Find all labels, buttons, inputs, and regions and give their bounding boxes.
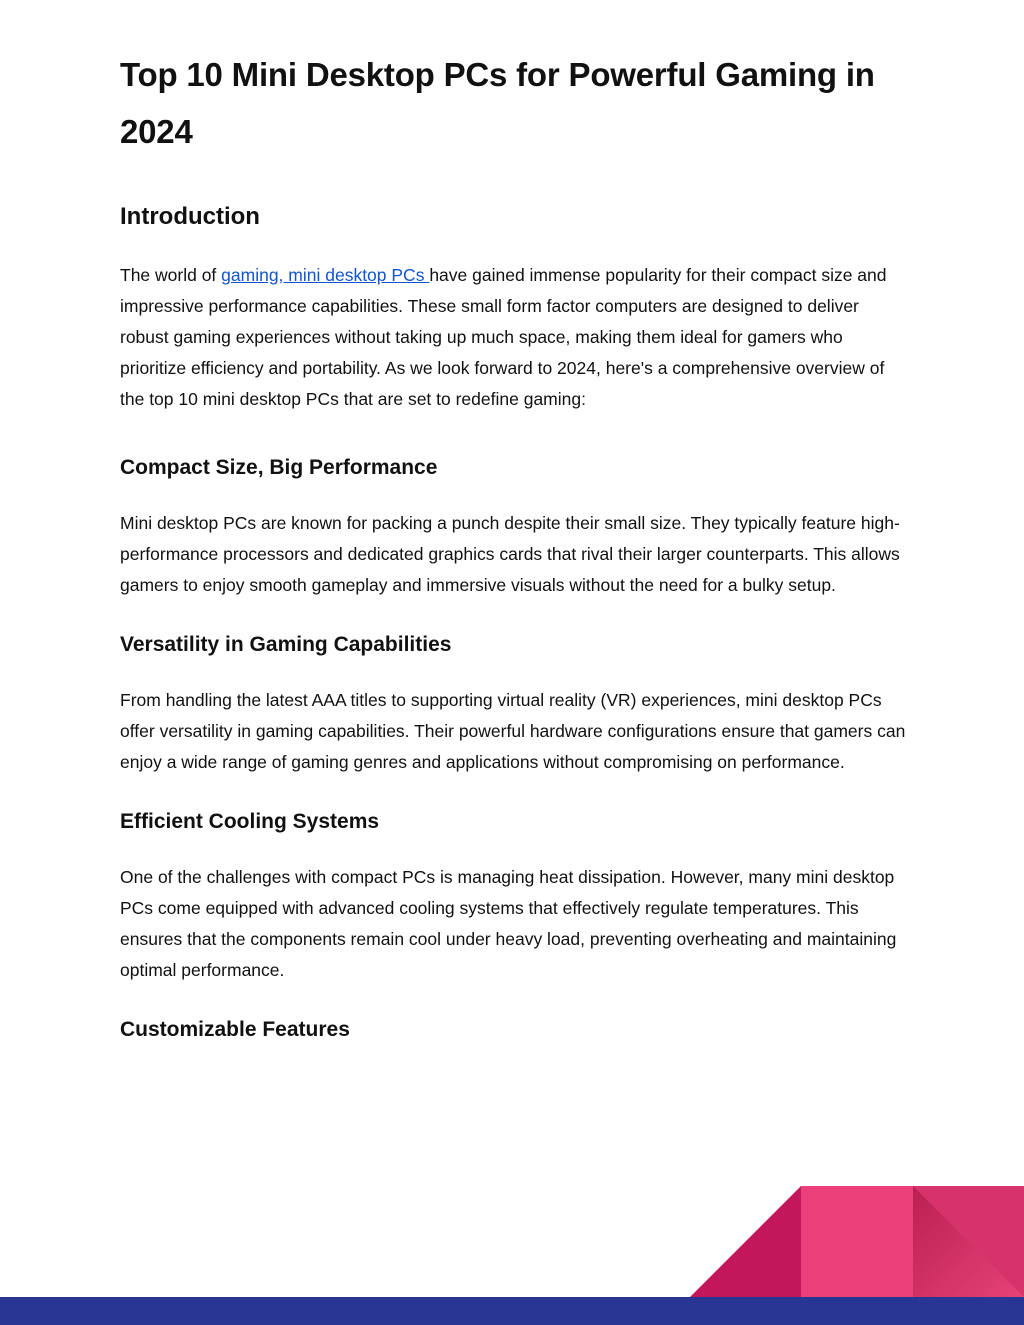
section-heading-customizable: Customizable Features bbox=[120, 1018, 350, 1041]
footer-bar bbox=[0, 1297, 1024, 1325]
document-title: Top 10 Mini Desktop PCs for Powerful Gaming in 2024 bbox=[120, 56, 875, 150]
section-paragraph-versatility: From handling the latest AAA titles to supporting virtual reality (VR) experiences, mini desktop PCs offer versatility in gaming capabilities. Their powerful hardware configurations ensure that gamers can enjoy a wide range of gaming genres and applications without compromising on performance. bbox=[120, 690, 906, 772]
gaming-mini-desktop-pcs-link[interactable]: gaming, mini desktop PCs bbox=[221, 265, 430, 285]
section-heading-compact-size: Compact Size, Big Performance bbox=[120, 456, 438, 479]
introduction-heading: Introduction bbox=[120, 203, 260, 230]
section-heading-versatility: Versatility in Gaming Capabilities bbox=[120, 633, 452, 656]
section-paragraph-cooling: One of the challenges with compact PCs is managing heat dissipation. However, many mini desktop PCs come equipped with advanced cooling systems that effectively regulate temperatures. This ensures that the components remain cool under heavy load, preventing overheating and maintaining optimal performance. bbox=[120, 867, 897, 980]
decor-rose-shadow bbox=[913, 1186, 1024, 1297]
document-page bbox=[120, 46, 910, 1044]
introduction-paragraph bbox=[120, 260, 910, 415]
decor-rose-block bbox=[913, 1186, 1024, 1297]
decor-pink-block bbox=[801, 1186, 913, 1297]
decor-crimson-triangle bbox=[690, 1186, 801, 1297]
intro-text-after-link: have gained immense popularity for their compact size and impressive performance capabilities. These small form factor computers are designed to deliver robust gaming experiences without taking up much space, making them ideal for gamers who prioritize efficiency and portability. As we look forward to 2024, here's a comprehensive overview of the top 10 mini desktop PCs that are set to redefine gaming: bbox=[120, 265, 887, 409]
section-paragraph-compact-size: Mini desktop PCs are known for packing a punch despite their small size. They typically feature high-performance processors and dedicated graphics cards that rival their larger counterparts. This allows gamers to enjoy smooth gameplay and immersive visuals without the need for a bulky setup. bbox=[120, 513, 900, 595]
intro-text-before-link: The world of bbox=[120, 265, 222, 285]
section-heading-cooling: Efficient Cooling Systems bbox=[120, 810, 380, 833]
